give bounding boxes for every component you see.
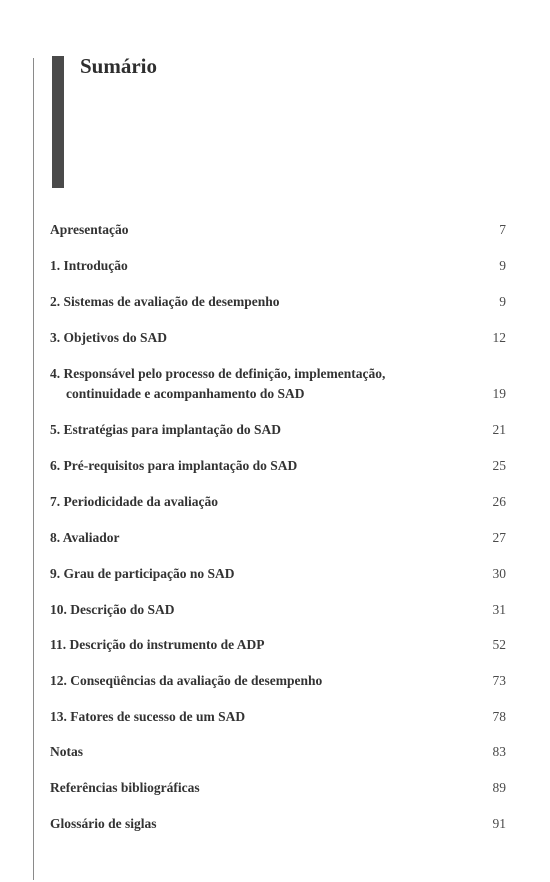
toc-entry-label: 3. Objetivos do SAD bbox=[50, 330, 168, 345]
toc-entry-descricao-instrumento[interactable] bbox=[50, 635, 506, 655]
toc-entry-page: 83 bbox=[492, 744, 506, 759]
toc-entry-apresentacao[interactable] bbox=[50, 220, 506, 240]
toc-entry-label: Referências bibliográficas bbox=[50, 780, 200, 795]
toc-entry-page: 9 bbox=[499, 258, 506, 273]
toc-entry-label: 10. Descrição do SAD bbox=[50, 602, 175, 617]
toc-entry-label: 1. Introdução bbox=[50, 258, 128, 273]
toc-entry-descricao-sad[interactable] bbox=[50, 600, 506, 620]
toc-entry-label: 12. Conseqüências da avaliação de desempenho bbox=[50, 673, 323, 688]
toc-entry-label: 13. Fatores de sucesso de um SAD bbox=[50, 709, 246, 724]
toc-entry-page: 91 bbox=[492, 816, 506, 831]
toc-entry-periodicidade[interactable] bbox=[50, 492, 506, 512]
toc-entry-label: 2. Sistemas de avaliação de desempenho bbox=[50, 294, 280, 309]
toc-entry-estrategias[interactable] bbox=[50, 420, 506, 440]
toc-entry-label: Glossário de siglas bbox=[50, 816, 157, 831]
toc-entry-page: 7 bbox=[499, 222, 506, 237]
toc-entry-label-line-1: 4. Responsável pelo processo de definição, implementação, bbox=[50, 366, 386, 381]
toc-entry-page: 19 bbox=[492, 386, 506, 401]
toc-entry-page: 73 bbox=[492, 673, 506, 688]
toc-entry-page: 78 bbox=[492, 709, 506, 724]
toc-entry-page: 26 bbox=[492, 494, 506, 509]
toc-entry-page: 9 bbox=[499, 294, 506, 309]
page-title: Sumário bbox=[80, 54, 158, 78]
toc-entry-label-line-2-text: continuidade e acompanhamento do SAD bbox=[66, 386, 305, 401]
toc-entry-page: 21 bbox=[492, 422, 506, 437]
toc-entry-page: 31 bbox=[492, 602, 506, 617]
toc-entry-grau-participacao[interactable] bbox=[50, 564, 506, 584]
toc-entry-page: 12 bbox=[492, 330, 506, 345]
toc-entry-pre-requisitos[interactable] bbox=[50, 456, 506, 476]
left-margin-rule bbox=[33, 58, 34, 880]
toc-entry-page: 27 bbox=[492, 530, 506, 545]
toc-entry-referencias[interactable] bbox=[50, 778, 506, 798]
toc-entry-responsavel[interactable] bbox=[50, 364, 506, 404]
toc-entry-notas[interactable] bbox=[50, 742, 506, 762]
toc-entry-page: 25 bbox=[492, 458, 506, 473]
toc-entry-label: 8. Avaliador bbox=[50, 530, 120, 545]
toc-entry-label: Apresentação bbox=[50, 222, 129, 237]
toc-entry-consequencias[interactable] bbox=[50, 671, 506, 691]
toc-entry-page: 52 bbox=[492, 637, 506, 652]
toc-entry-page: 30 bbox=[492, 566, 506, 581]
toc-entry-sistemas[interactable] bbox=[50, 292, 506, 312]
toc-entry-avaliador[interactable] bbox=[50, 528, 506, 548]
toc-entry-label: Notas bbox=[50, 744, 83, 759]
toc-entry-label: 7. Periodicidade da avaliação bbox=[50, 494, 218, 509]
toc-entry-fatores-sucesso[interactable] bbox=[50, 707, 506, 727]
title-accent-bar bbox=[52, 56, 64, 188]
toc-entry-label-line-2 bbox=[50, 384, 450, 404]
toc-entry-objetivos[interactable] bbox=[50, 328, 506, 348]
toc-entry-page: 89 bbox=[492, 780, 506, 795]
toc-entry-introducao[interactable] bbox=[50, 256, 506, 276]
toc-entry-label: 9. Grau de participação no SAD bbox=[50, 566, 235, 581]
toc-entry-label: 5. Estratégias para implantação do SAD bbox=[50, 422, 282, 437]
toc-entry-label: 11. Descrição do instrumento de ADP bbox=[50, 637, 265, 652]
toc-entry-label: 6. Pré-requisitos para implantação do SAD bbox=[50, 458, 298, 473]
toc-entry-glossario[interactable] bbox=[50, 814, 506, 834]
